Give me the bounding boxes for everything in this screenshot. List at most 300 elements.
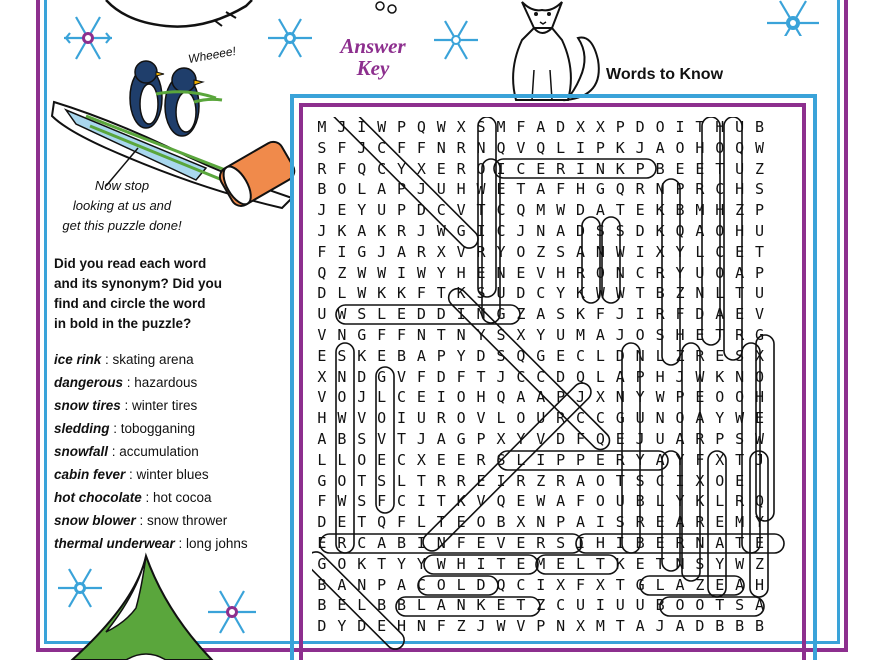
grid-letter: T bbox=[615, 201, 625, 220]
grid-letter: R bbox=[396, 221, 407, 240]
grid-letter: T bbox=[436, 284, 446, 303]
grid-letter: T bbox=[755, 242, 765, 261]
grid-letter: W bbox=[357, 284, 367, 303]
bold-word: snowfall bbox=[54, 444, 109, 459]
grid-letter: P bbox=[556, 513, 566, 532]
grid-row bbox=[312, 179, 790, 200]
grid-row bbox=[312, 471, 790, 492]
grid-letter: U bbox=[755, 221, 765, 240]
grid-letter: D bbox=[476, 346, 486, 365]
grid-letter: G bbox=[456, 429, 466, 448]
grid-letter: E bbox=[516, 554, 526, 573]
grid-letter: O bbox=[595, 492, 605, 511]
grid-letter: E bbox=[337, 596, 347, 615]
bold-word: thermal underwear bbox=[54, 536, 175, 551]
grid-letter: L bbox=[456, 575, 466, 594]
grid-letter: T bbox=[615, 471, 625, 490]
grid-letter: A bbox=[695, 409, 705, 428]
grid-letter: J bbox=[416, 429, 426, 448]
grid-row bbox=[312, 450, 790, 471]
grid-letter: U bbox=[655, 429, 665, 448]
top-cat-tail-illustration bbox=[96, 0, 256, 34]
grid-letter: O bbox=[595, 263, 605, 282]
grid-letter: A bbox=[357, 221, 367, 240]
grid-row bbox=[312, 367, 790, 388]
grid-letter: K bbox=[576, 284, 586, 303]
grid-letter: D bbox=[317, 617, 327, 636]
grid-letter: R bbox=[655, 263, 665, 282]
grid-letter: N bbox=[536, 221, 546, 240]
grid-letter: F bbox=[576, 429, 586, 448]
grid-letter: H bbox=[317, 409, 327, 428]
grid-letter: W bbox=[436, 118, 446, 136]
grid-letter: Y bbox=[675, 242, 685, 261]
grid-letter: O bbox=[635, 325, 645, 344]
grid-letter: P bbox=[476, 429, 486, 448]
grid-letter: A bbox=[576, 513, 586, 532]
grid-letter: N bbox=[556, 617, 566, 636]
grid-letter: S bbox=[496, 450, 506, 469]
grid-letter: W bbox=[377, 118, 387, 136]
word-list bbox=[54, 348, 294, 555]
grid-row bbox=[312, 408, 790, 429]
grid-letter: I bbox=[456, 305, 466, 324]
grid-letter: I bbox=[536, 450, 546, 469]
grid-letter: N bbox=[456, 596, 466, 615]
bold-word: snow blower bbox=[54, 513, 136, 528]
grid-letter: A bbox=[655, 138, 665, 157]
grid-letter: K bbox=[615, 554, 625, 573]
grid-letter: T bbox=[496, 554, 506, 573]
grid-letter: M bbox=[735, 513, 745, 532]
grid-letter: G bbox=[317, 554, 327, 573]
grid-letter: S bbox=[476, 284, 486, 303]
bold-word: hot chocolate bbox=[54, 490, 142, 505]
grid-letter: N bbox=[655, 180, 665, 199]
grid-letter: H bbox=[456, 180, 466, 199]
grid-letter: Q bbox=[735, 138, 745, 157]
grid-letter: Z bbox=[456, 617, 466, 636]
grid-letter: L bbox=[576, 554, 586, 573]
grid-letter: F bbox=[595, 305, 605, 324]
grid-letter: P bbox=[396, 118, 407, 136]
grid-letter: D bbox=[436, 305, 446, 324]
ornament-icon bbox=[372, 0, 402, 16]
grid-letter: F bbox=[576, 575, 586, 594]
grid-row bbox=[312, 429, 790, 450]
instructions-question bbox=[54, 254, 244, 334]
grid-letter: L bbox=[357, 180, 367, 199]
grid-letter: L bbox=[595, 367, 605, 386]
word-list-item bbox=[54, 417, 294, 440]
grid-letter: D bbox=[695, 305, 705, 324]
grid-letter: X bbox=[516, 325, 526, 344]
answer-key-line2: Key bbox=[356, 56, 390, 80]
grid-letter: V bbox=[317, 388, 327, 407]
grid-letter: K bbox=[396, 284, 407, 303]
grid-letter: E bbox=[337, 201, 347, 220]
grid-letter: R bbox=[615, 450, 625, 469]
answer-key-line1: Answer bbox=[340, 34, 406, 58]
grid-letter: H bbox=[476, 388, 486, 407]
grid-letter: P bbox=[556, 450, 566, 469]
grid-letter: G bbox=[755, 325, 765, 344]
grid-letter: E bbox=[416, 388, 426, 407]
grid-letter: E bbox=[436, 159, 446, 178]
grid-letter: K bbox=[456, 284, 466, 303]
grid-letter: C bbox=[576, 409, 586, 428]
grid-letter: U bbox=[556, 325, 566, 344]
grid-row bbox=[312, 346, 790, 367]
grid-letter: I bbox=[496, 471, 506, 490]
grid-letter: I bbox=[576, 138, 586, 157]
grid-letter: V bbox=[536, 263, 546, 282]
grid-letter: B bbox=[675, 201, 685, 220]
grid-letter: E bbox=[675, 159, 685, 178]
grid-letter: Y bbox=[715, 409, 725, 428]
grid-letter: W bbox=[436, 221, 446, 240]
grid-letter: R bbox=[456, 471, 466, 490]
grid-letter: A bbox=[396, 575, 407, 594]
snowflake-icon bbox=[428, 12, 484, 68]
grid-letter: S bbox=[755, 180, 765, 199]
grid-letter: L bbox=[595, 346, 605, 365]
grid-letter: X bbox=[496, 429, 506, 448]
synonym: : snow thrower bbox=[135, 513, 228, 528]
grid-letter: L bbox=[655, 575, 665, 594]
grid-letter: A bbox=[675, 429, 685, 448]
grid-letter: G bbox=[377, 367, 387, 386]
grid-row bbox=[312, 117, 790, 138]
grid-letter: T bbox=[436, 325, 446, 344]
grid-letter: V bbox=[496, 533, 506, 552]
grid-letter: G bbox=[496, 305, 506, 324]
grid-letter: X bbox=[576, 617, 586, 636]
grid-letter: T bbox=[416, 471, 426, 490]
grid-letter: E bbox=[317, 533, 327, 552]
grid-letter: N bbox=[337, 325, 347, 344]
synonym: : hot cocoa bbox=[141, 490, 212, 505]
grid-letter: F bbox=[436, 617, 446, 636]
grid-letter: T bbox=[615, 617, 625, 636]
grid-letter: I bbox=[576, 159, 586, 178]
grid-letter: E bbox=[635, 201, 645, 220]
grid-letter: B bbox=[635, 492, 645, 511]
grid-letter: R bbox=[695, 513, 705, 532]
grid-letter: H bbox=[595, 533, 605, 552]
grid-letter: E bbox=[715, 346, 725, 365]
grid-letter: C bbox=[416, 575, 426, 594]
grid-letter: B bbox=[655, 596, 665, 615]
grid-letter: V bbox=[377, 429, 387, 448]
grid-letter: F bbox=[456, 367, 466, 386]
grid-letter: Q bbox=[755, 492, 765, 511]
grid-letter: O bbox=[337, 554, 347, 573]
grid-letter: T bbox=[595, 554, 605, 573]
grid-letter: E bbox=[556, 554, 566, 573]
grid-letter: U bbox=[536, 409, 546, 428]
grid-letter: I bbox=[396, 409, 407, 428]
grid-letter: Y bbox=[396, 554, 407, 573]
grid-letter: A bbox=[615, 367, 625, 386]
grid-letter: O bbox=[337, 180, 347, 199]
grid-letter: O bbox=[715, 138, 725, 157]
grid-letter: F bbox=[396, 513, 407, 532]
penguin-caption bbox=[52, 176, 192, 236]
grid-letter: T bbox=[396, 429, 407, 448]
grid-letter: L bbox=[416, 596, 426, 615]
grid-letter: C bbox=[715, 180, 725, 199]
grid-letter: E bbox=[377, 450, 387, 469]
word-list-item bbox=[54, 440, 294, 463]
grid-letter: E bbox=[735, 305, 745, 324]
grid-letter: Y bbox=[337, 617, 347, 636]
grid-letter: O bbox=[357, 450, 367, 469]
grid-letter: U bbox=[377, 201, 387, 220]
grid-letter: L bbox=[655, 346, 665, 365]
grid-letter: O bbox=[755, 367, 765, 386]
grid-letter: E bbox=[476, 471, 486, 490]
grid-letter: E bbox=[695, 325, 705, 344]
grid-letter: Q bbox=[516, 201, 526, 220]
grid-letter: K bbox=[715, 367, 725, 386]
grid-row bbox=[312, 159, 790, 180]
bold-word: snow tires bbox=[54, 398, 121, 413]
grid-letter: P bbox=[755, 201, 765, 220]
grid-letter: Q bbox=[377, 513, 387, 532]
grid-letter: G bbox=[595, 180, 605, 199]
grid-letter: E bbox=[456, 513, 466, 532]
grid-letter: W bbox=[337, 409, 347, 428]
grid-letter: I bbox=[476, 554, 486, 573]
grid-letter: J bbox=[357, 138, 367, 157]
grid-letter: J bbox=[755, 450, 765, 469]
grid-letter: F bbox=[396, 138, 407, 157]
grid-letter: L bbox=[496, 409, 506, 428]
grid-letter: W bbox=[357, 263, 367, 282]
grid-letter: U bbox=[576, 596, 586, 615]
grid-letter: D bbox=[556, 429, 566, 448]
snowy-tree-illustration bbox=[66, 552, 216, 660]
grid-letter: E bbox=[496, 596, 506, 615]
grid-letter: B bbox=[396, 596, 407, 615]
grid-letter: C bbox=[436, 201, 446, 220]
grid-letter: H bbox=[556, 263, 566, 282]
grid-letter: C bbox=[396, 492, 407, 511]
grid-letter: C bbox=[536, 284, 546, 303]
words-to-know-title: Words to Know bbox=[606, 66, 724, 83]
grid-letter: S bbox=[357, 492, 367, 511]
grid-letter: Z bbox=[675, 346, 685, 365]
grid-letter: T bbox=[715, 159, 725, 178]
grid-letter: V bbox=[516, 138, 526, 157]
grid-letter: A bbox=[416, 346, 426, 365]
grid-letter: B bbox=[715, 617, 725, 636]
grid-letter: D bbox=[576, 201, 586, 220]
grid-letter: D bbox=[635, 118, 645, 136]
grid-letter: L bbox=[396, 471, 407, 490]
grid-letter: W bbox=[337, 492, 347, 511]
grid-letter: H bbox=[456, 554, 466, 573]
grid-letter: Y bbox=[476, 325, 486, 344]
grid-letter: O bbox=[516, 409, 526, 428]
grid-letter: S bbox=[357, 429, 367, 448]
grid-row bbox=[312, 200, 790, 221]
grid-row bbox=[312, 138, 790, 159]
grid-letter: P bbox=[635, 159, 645, 178]
bold-word: dangerous bbox=[54, 375, 124, 390]
grid-letter: R bbox=[516, 471, 526, 490]
grid-letter: D bbox=[317, 284, 327, 303]
grid-letter: P bbox=[396, 180, 407, 199]
grid-letter: C bbox=[536, 367, 546, 386]
grid-letter: Q bbox=[496, 388, 506, 407]
grid-letter: F bbox=[317, 242, 327, 261]
grid-letter: E bbox=[396, 305, 407, 324]
grid-letter: Y bbox=[456, 346, 466, 365]
word-list-item bbox=[54, 486, 294, 509]
grid-letter: O bbox=[377, 409, 387, 428]
grid-letter: O bbox=[715, 263, 725, 282]
grid-letter: Y bbox=[357, 201, 367, 220]
grid-letter: R bbox=[576, 263, 586, 282]
synonym: : tobogganing bbox=[109, 421, 196, 436]
grid-letter: J bbox=[317, 201, 327, 220]
grid-letter: N bbox=[436, 138, 446, 157]
grid-row bbox=[312, 595, 790, 616]
grid-letter: O bbox=[337, 471, 347, 490]
grid-letter: X bbox=[715, 450, 725, 469]
grid-letter: K bbox=[337, 221, 347, 240]
grid-letter: A bbox=[576, 242, 586, 261]
grid-letter: Y bbox=[536, 325, 546, 344]
grid-letter: V bbox=[476, 409, 486, 428]
grid-letter: R bbox=[456, 138, 466, 157]
grid-letter: M bbox=[496, 118, 506, 136]
grid-letter: P bbox=[675, 180, 685, 199]
grid-letter: K bbox=[456, 492, 466, 511]
grid-letter: P bbox=[436, 346, 446, 365]
grid-letter: M bbox=[317, 118, 327, 136]
grid-letter: S bbox=[556, 242, 566, 261]
grid-letter: D bbox=[615, 346, 625, 365]
grid-letter: Q bbox=[516, 346, 526, 365]
grid-letter: Y bbox=[436, 263, 446, 282]
grid-letter: W bbox=[556, 201, 566, 220]
grid-letter: A bbox=[735, 263, 745, 282]
grid-letter: A bbox=[675, 513, 685, 532]
grid-letter: B bbox=[337, 429, 347, 448]
grid-letter: Z bbox=[337, 263, 347, 282]
grid-letter: T bbox=[436, 492, 446, 511]
grid-letter: J bbox=[615, 325, 625, 344]
grid-letter: K bbox=[615, 138, 625, 157]
grid-letter: C bbox=[635, 263, 645, 282]
grid-letter: B bbox=[396, 346, 407, 365]
grid-letter: C bbox=[357, 533, 367, 552]
grid-letter: T bbox=[715, 596, 725, 615]
word-list-item bbox=[54, 394, 294, 417]
grid-letter: J bbox=[476, 617, 486, 636]
grid-letter: Y bbox=[675, 263, 685, 282]
grid-letter: J bbox=[416, 221, 426, 240]
grid-letter: J bbox=[635, 138, 645, 157]
grid-letter: T bbox=[436, 513, 446, 532]
grid-letter: H bbox=[735, 221, 745, 240]
word-list-item bbox=[54, 371, 294, 394]
grid-letter: C bbox=[715, 242, 725, 261]
grid-letter: I bbox=[337, 242, 347, 261]
grid-letter: S bbox=[615, 221, 625, 240]
grid-letter: C bbox=[595, 409, 605, 428]
grid-letter: X bbox=[436, 242, 446, 261]
grid-letter: X bbox=[655, 242, 665, 261]
grid-letter: O bbox=[735, 388, 745, 407]
grid-letter: X bbox=[695, 471, 705, 490]
grid-letter: W bbox=[615, 242, 625, 261]
grid-row bbox=[312, 491, 790, 512]
grid-letter: W bbox=[496, 617, 506, 636]
grid-letter: I bbox=[635, 305, 645, 324]
grid-letter: E bbox=[476, 263, 486, 282]
grid-letter: B bbox=[755, 617, 765, 636]
grid-letter: C bbox=[516, 575, 526, 594]
grid-letter: Y bbox=[396, 159, 407, 178]
grid-letter: H bbox=[576, 180, 586, 199]
grid-letter: U bbox=[735, 118, 745, 136]
grid-letter: B bbox=[655, 284, 665, 303]
grid-letter: G bbox=[536, 346, 546, 365]
grid-letter: R bbox=[556, 409, 566, 428]
grid-letter: E bbox=[377, 617, 387, 636]
grid-letter: T bbox=[735, 450, 745, 469]
grid-row bbox=[312, 387, 790, 408]
grid-letter: L bbox=[377, 388, 387, 407]
grid-letter: P bbox=[595, 138, 605, 157]
grid-letter: A bbox=[337, 575, 347, 594]
grid-letter: S bbox=[496, 346, 506, 365]
bold-word: cabin fever bbox=[54, 467, 126, 482]
grid-letter: F bbox=[377, 492, 387, 511]
grid-letter: D bbox=[556, 367, 566, 386]
grid-letter: I bbox=[416, 492, 426, 511]
grid-letter: I bbox=[436, 388, 446, 407]
grid-letter: A bbox=[377, 180, 387, 199]
grid-letter: U bbox=[436, 180, 446, 199]
grid-letter: H bbox=[715, 201, 725, 220]
grid-letter: I bbox=[536, 575, 546, 594]
grid-letter: V bbox=[396, 367, 407, 386]
grid-letter: E bbox=[536, 159, 546, 178]
grid-letter: F bbox=[317, 492, 327, 511]
grid-letter: X bbox=[595, 575, 605, 594]
grid-letter: L bbox=[556, 138, 566, 157]
grid-letter: P bbox=[615, 118, 625, 136]
grid-letter: R bbox=[735, 325, 745, 344]
grid-letter: J bbox=[337, 118, 347, 136]
word-list-item bbox=[54, 509, 294, 532]
grid-letter: S bbox=[476, 118, 486, 136]
grid-letter: D bbox=[576, 221, 586, 240]
grid-letter: E bbox=[436, 450, 446, 469]
grid-letter: D bbox=[317, 513, 327, 532]
grid-letter: Z bbox=[755, 159, 765, 178]
grid-letter: E bbox=[755, 533, 765, 552]
grid-letter: N bbox=[357, 575, 367, 594]
grid-letter: D bbox=[357, 367, 367, 386]
grid-letter: B bbox=[317, 596, 327, 615]
grid-letter: F bbox=[416, 367, 426, 386]
